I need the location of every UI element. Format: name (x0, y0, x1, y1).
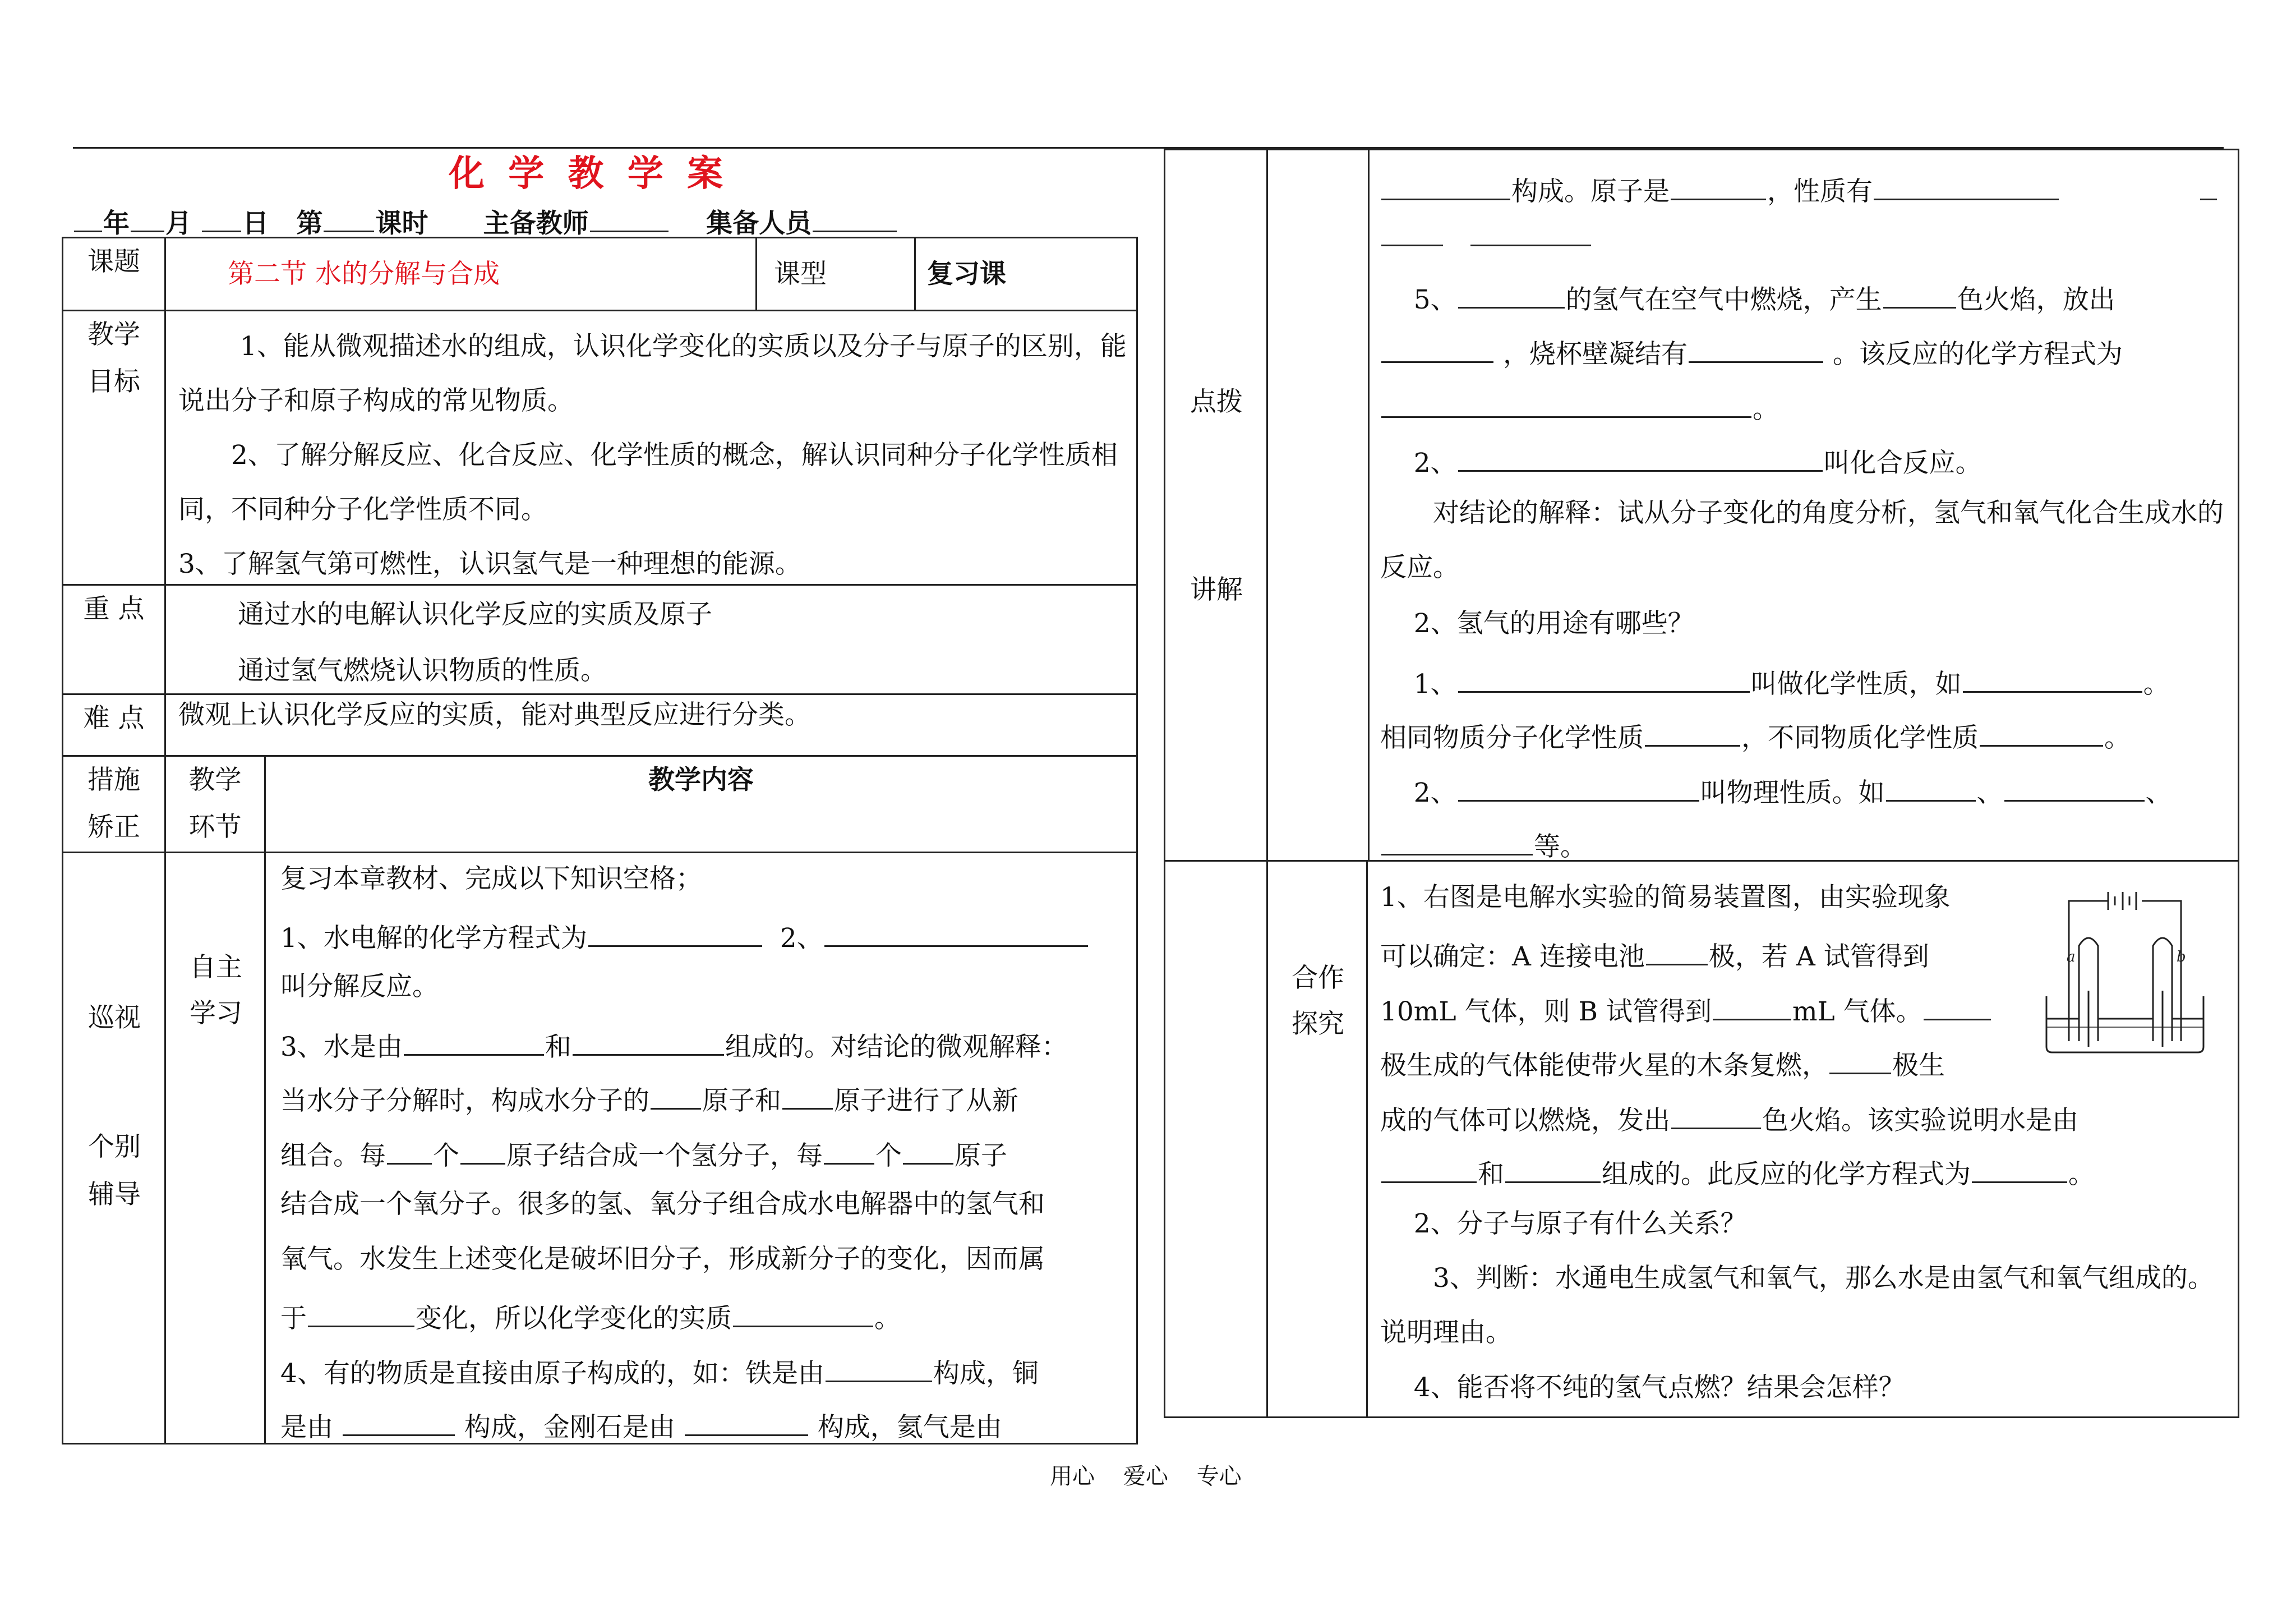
content-header: 教学内容 (648, 765, 754, 795)
content-line-6: 结合成一个氧分子。很多的氢、氧分子组合成水电解器中的氢气和 (280, 1189, 1045, 1220)
content-line-9: 4、有的物质是直接由原子构成的，如：铁是由 构成，铜 (280, 1355, 1039, 1387)
content-intro: 复习本章教材、完成以下知识空格； (280, 863, 702, 894)
q1-line-4: 极生成的气体能使带火星的木条复燃， 极生 (1380, 1047, 1945, 1079)
content-line-7: 氧气。水发生上述变化是破坏旧分子，形成新分子的变化，因而属 (280, 1244, 1045, 1275)
goal-2: 2、了解分解反应、化合反应、化学性质的概念，解认识同种分子化学性质相同，不同种分子化学性质不同。 (178, 440, 1118, 525)
key-label-cell (63, 585, 165, 694)
measures-label-1: 措施 (87, 765, 140, 795)
stage-label-2: 环节 (188, 812, 242, 843)
diff-cell (165, 694, 1137, 756)
content-line-1: 1、水电解的化学方程式为 2、 (280, 919, 1089, 951)
type-label: 课型 (774, 259, 827, 289)
difficulty-point: 微观上认识化学反应的实质，能对典型反应进行分类。 (178, 700, 811, 730)
right-explanation: 对结论的解释：试从分子变化的角度分析，氢气和氧气化合生成水的反应。 (1380, 498, 2224, 583)
right-side-note-cell (1165, 150, 1267, 861)
right-line-phys-prop: 2、 叫物理性质。如 、 、 (1380, 774, 2172, 806)
content-line-4: 当水分子分解时，构成水分子的 原子和 原子进行了从新 (280, 1082, 1018, 1114)
q1-line-6: 和 组成的。此反应的化学方程式为 。 (1380, 1156, 2095, 1188)
key-point-1: 通过水的电解认识化学反应的实质及原子 (238, 599, 712, 630)
q1-line-5: 成的气体可以燃烧，发出 色火焰。该实验说明水是由 (1380, 1102, 2078, 1134)
stage-self: 自主 (190, 952, 242, 983)
tube-b-label: b (2177, 949, 2186, 965)
content-header-cell (265, 756, 1137, 853)
side-explain: 讲解 (1190, 574, 1243, 605)
type-value: 复习课 (927, 259, 1006, 289)
coop-label-1: 合作 (1292, 963, 1344, 993)
top-rule-left (73, 147, 1164, 149)
footer-motto: 用心 爱心 专心 (1050, 1464, 1242, 1489)
side-individual: 个别 (88, 1131, 141, 1162)
goal-1: 1、能从微观描述水的组成，认识化学变化的实质以及分子与原子的区别，能说出分子和原子构成的常见物质。 (178, 331, 1127, 416)
tube-a-label: a (2067, 949, 2076, 965)
goal-label-2: 目标 (87, 366, 140, 397)
difficulty-label: 难 点 (83, 703, 145, 734)
q4-line: 4、能否将不纯的氢气点燃？结果会怎样？ (1413, 1372, 1905, 1403)
right-line-2: 5、 的氢气在空气中燃烧，产生 色火焰，放出 (1380, 281, 2115, 313)
key-label: 重 点 (83, 594, 145, 624)
goals-cell (165, 311, 1137, 585)
document-title: 化 学 教 学 案 (449, 153, 729, 195)
coop-side-cell (1165, 861, 1267, 1418)
goal-label-cell (63, 311, 165, 585)
measures-label-2: 矫正 (87, 812, 140, 843)
right-line-phys-prop-2: 等。 (1380, 828, 1587, 860)
type-label-cell (757, 238, 915, 311)
q1-line-3: 10mL 气体，则 B 试管得到 mL 气体。 (1380, 993, 1992, 1025)
content-line-5: 组合。每 个 原子结合成一个氢分子，每 个 原子 (280, 1137, 1007, 1169)
right-line-h2-use: 2、氢气的用途有哪些？ (1413, 608, 1694, 639)
right-line-chem-prop-2: 相同物质分子化学性质 ，不同物质化学性质 。 (1380, 719, 2131, 751)
header-line: 年 月 日 第 课时 主备教师 集备人员 (73, 205, 898, 237)
q2-line: 2、分子与原子有什么关系？ (1413, 1208, 1747, 1239)
measures-header-cell (63, 756, 165, 853)
content-line-8: 于 变化，所以化学变化的实质 。 (280, 1300, 901, 1332)
q3-text: 3、判断：水通电生成氢气和氧气，那么水是由氢气和氧气组成的。说明理由。 (1380, 1263, 2214, 1348)
right-line-chem-prop: 1、 叫做化学性质，如 。 (1380, 665, 2170, 697)
stage-header-cell (165, 756, 265, 853)
coop-label-cell (1267, 861, 1367, 1418)
q1-line-1: 1、右图是电解水实验的简易装置图，由实验现象 (1380, 882, 1951, 913)
electrolysis-apparatus-figure (2035, 878, 2215, 1064)
side-point: 点拨 (1190, 387, 1243, 417)
right-lesson-table (1164, 149, 2239, 1418)
right-line-5: 2、 叫化合反应。 (1380, 444, 1982, 476)
right-line-1b (1380, 219, 1592, 251)
topic-value: 第二节 水的分解与合成 (228, 259, 500, 289)
goal-label-1: 教学 (87, 319, 140, 350)
coop-content-cell (1367, 861, 2239, 1418)
right-line-3: ，烧杯壁凝结有 。该反应的化学方程式为 (1380, 335, 2123, 367)
left-lesson-table (62, 237, 1138, 1444)
right-line-1: 构成。原子是 ，性质有 (1380, 173, 2218, 205)
content-cell (265, 853, 1137, 1444)
stage-cell (165, 853, 265, 1444)
stage-study: 学习 (190, 998, 242, 1029)
side-note-cell (63, 853, 165, 1444)
type-value-cell (915, 238, 1137, 311)
content-line-10: 是由 构成，金刚石是由 构成，氦气是由 (280, 1409, 1002, 1441)
topic-label-cell (63, 238, 165, 311)
content-line-3: 3、水是由 和 组成的。对结论的微观解释： (280, 1028, 1068, 1060)
stage-label-1: 教学 (188, 765, 242, 795)
right-content-cell (1267, 150, 2239, 861)
topic-value-cell (165, 238, 757, 311)
diff-label-cell (63, 694, 165, 756)
coop-label-2: 探究 (1292, 1009, 1344, 1039)
key-cell (165, 585, 1137, 694)
topic-label: 课题 (87, 246, 140, 277)
key-point-2: 通过氢气燃烧认识物质的性质。 (238, 655, 607, 686)
goal-3: 3、了解氢气第可燃性，认识氢气是一种理想的能源。 (178, 549, 801, 579)
side-patrol: 巡视 (88, 1002, 141, 1033)
q1-line-2: 可以确定：A 连接电池 极，若 A 试管得到 (1380, 938, 1929, 970)
content-line-2: 叫分解反应。 (280, 971, 439, 1002)
right-line-4: 。 (1380, 390, 1779, 422)
side-tutoring: 辅导 (88, 1179, 141, 1210)
